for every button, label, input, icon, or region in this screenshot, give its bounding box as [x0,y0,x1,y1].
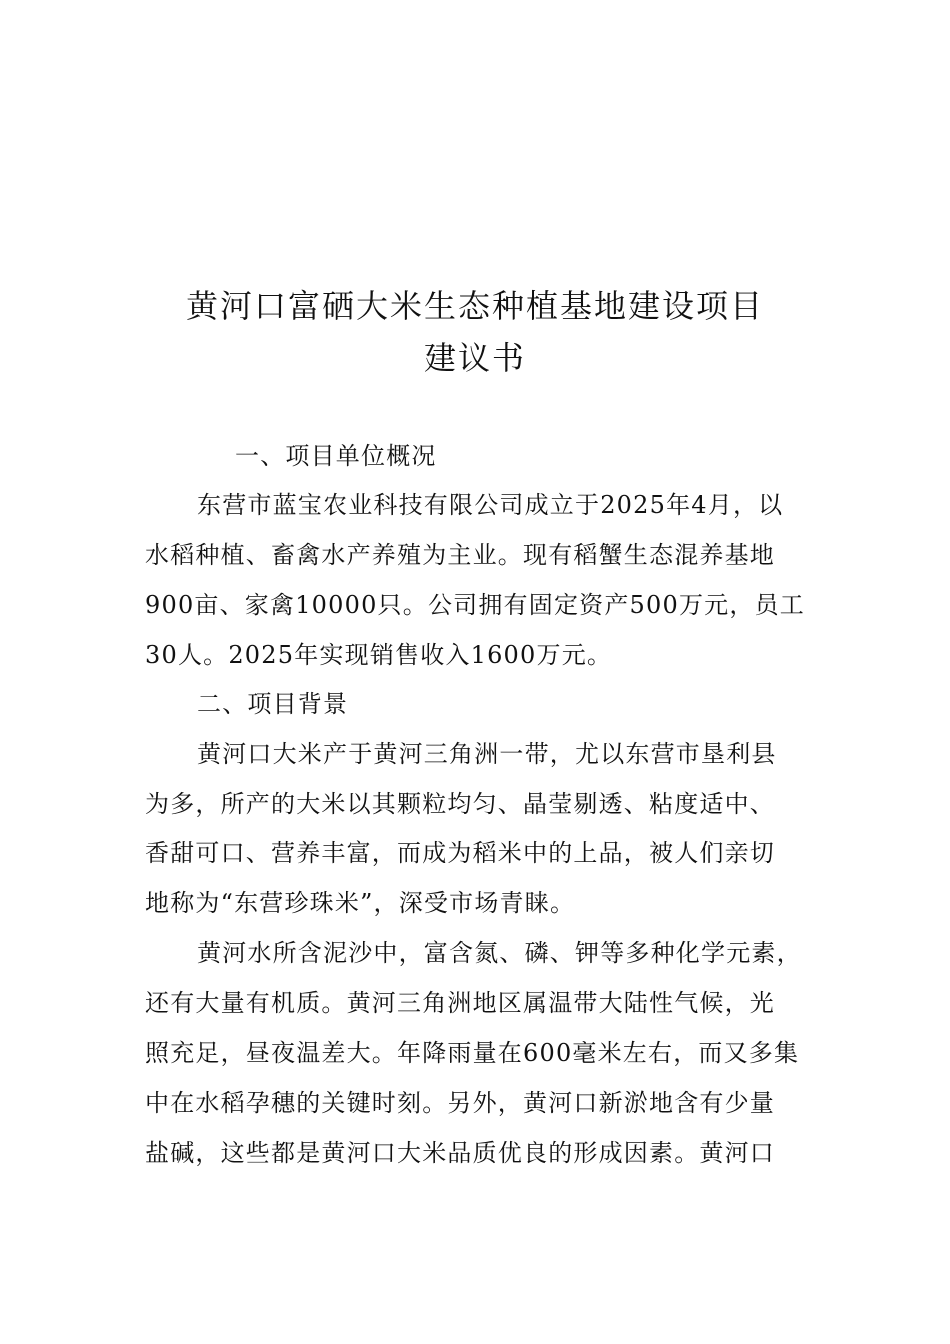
paragraph-line: 盐碱，这些都是黄河口大米品质优良的形成因素。黄河口 [145,1139,775,1167]
paragraph-line: 香甜可口、营养丰富，而成为稻米中的上品，被人们亲切 [145,839,775,867]
paragraph-line: 黄河口大米产于黄河三角洲一带，尤以东营市垦利县 [197,740,777,768]
paragraph-line: 为多，所产的大米以其颗粒均匀、晶莹剔透、粘度适中、 [145,790,775,818]
paragraph-line: 地称为“东营珍珠米”，深受市场青睐。 [145,889,576,917]
paragraph-line: 黄河水所含泥沙中，富含氮、磷、钾等多种化学元素， [197,939,802,967]
document-title: 黄河口富硒大米生态种植基地建设项目 [185,287,764,325]
paragraph-line: 水稻种植、畜禽水产养殖为主业。现有稻蟹生态混养基地 [145,541,775,569]
section-heading: 一、项目单位概况 [235,442,437,470]
paragraph-line: 中在水稻孕穗的关键时刻。另外，黄河口新淤地含有少量 [145,1089,775,1117]
paragraph-line: 30人。2025年实现销售收入1600万元。 [145,641,613,669]
paragraph-line: 900亩、家禽10000只。公司拥有固定资产500万元，员工 [145,591,805,619]
paragraph-line: 照充足，昼夜温差大。年降雨量在600毫米左右，而又多集 [145,1039,800,1067]
paragraph-line: 东营市蓝宝农业科技有限公司成立于2025年4月，以 [197,491,784,519]
paragraph-line: 还有大量有机质。黄河三角洲地区属温带大陆性气候，光 [145,989,775,1017]
document-subtitle: 建议书 [423,339,526,377]
section-heading: 二、项目背景 [197,690,349,718]
